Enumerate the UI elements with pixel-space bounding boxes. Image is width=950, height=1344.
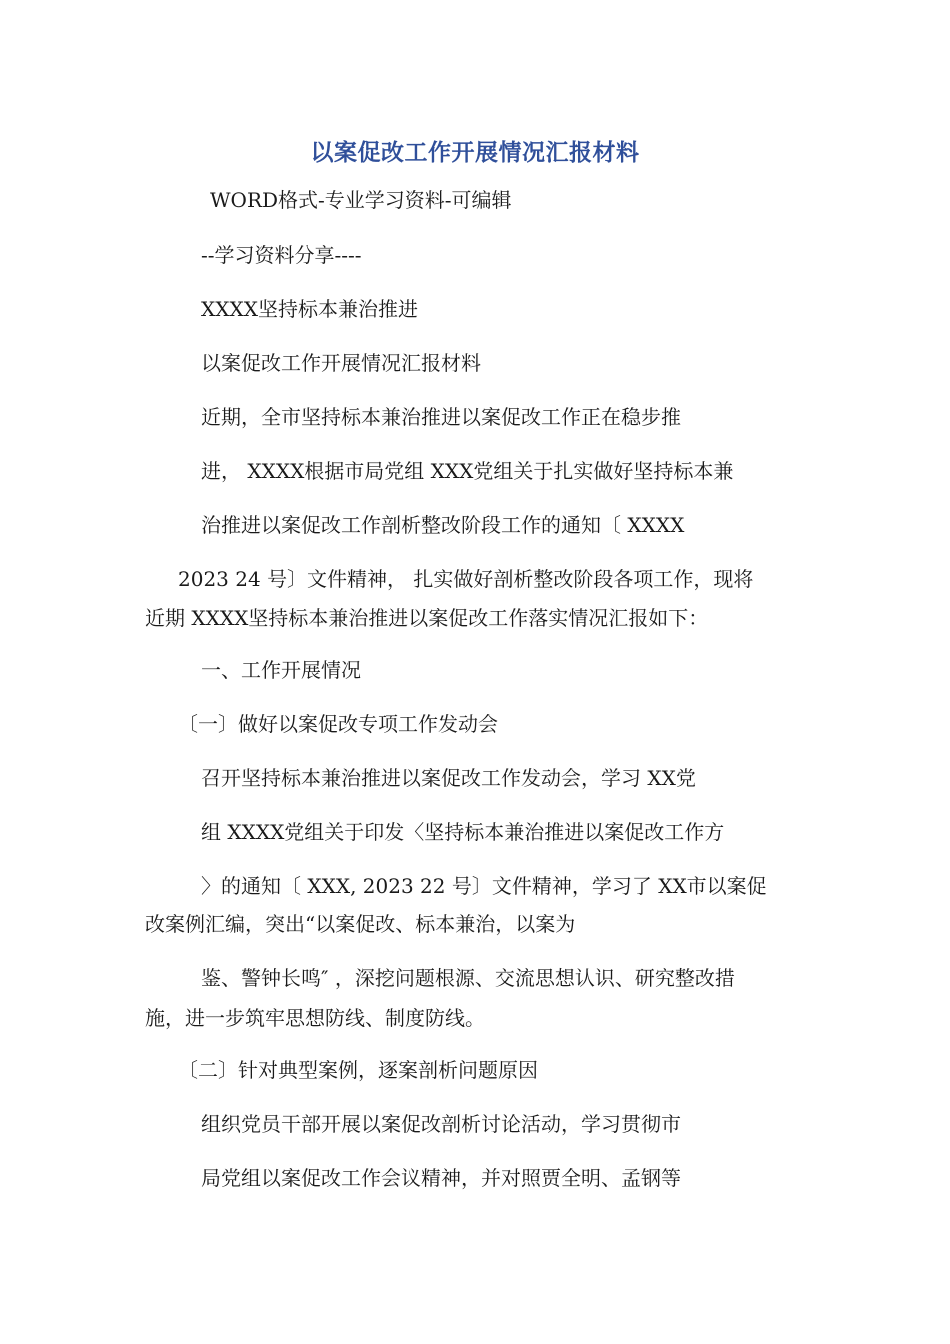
paragraph-line: 组织党员干部开展以案促改剖析讨论活动，学习贯彻市 [201, 1112, 681, 1136]
paragraph-line: 施，进一步筑牢思想防线、制度防线。 [145, 1006, 485, 1030]
paragraph-line: 近期 XXXX坚持标本兼治推进以案促改工作落实情况汇报如下： [145, 606, 709, 630]
paragraph-line: XXXX坚持标本兼治推进 [201, 297, 418, 321]
subsection-heading: 〔二〕针对典型案例，逐案剖析问题原因 [178, 1058, 538, 1082]
paragraph-line: 召开坚持标本兼治推进以案促改工作发动会，学习 XX党 [201, 766, 696, 790]
paragraph-line: 治推进以案促改工作剖析整改阶段工作的通知〔 XXXX [201, 513, 685, 537]
paragraph-line: 改案例汇编，突出“以案促改、标本兼治，以案为 [145, 912, 576, 936]
subheader-line: --学习资料分享---- [201, 243, 362, 267]
paragraph-line: 〉的通知〔 XXX, 2023 22 号〕文件精神，学习了 XX市以案促 [201, 874, 767, 898]
document-title: 以案促改工作开展情况汇报材料 [310, 140, 640, 166]
subsection-heading: 〔一〕做好以案促改专项工作发动会 [178, 712, 498, 736]
paragraph-line: 以案促改工作开展情况汇报材料 [201, 351, 481, 375]
paragraph-line: 组 XXXX党组关于印发〈坚持标本兼治推进以案促改工作方 [201, 820, 725, 844]
paragraph-line: 鉴、警钟长鸣″ ，深挖问题根源、交流思想认识、研究整改措 [201, 966, 735, 990]
paragraph-line: 近期，全市坚持标本兼治推进以案促改工作正在稳步推 [201, 405, 681, 429]
section-heading: 一、工作开展情况 [201, 658, 361, 682]
header-line: WORD格式-专业学习资料-可编辑 [210, 188, 512, 212]
paragraph-line: 进， XXXX根据市局党组 XXX党组关于扎实做好坚持标本兼 [201, 459, 734, 483]
paragraph-line: 局党组以案促改工作会议精神，并对照贾全明、孟钢等 [201, 1166, 681, 1190]
paragraph-line: 2023 24 号〕文件精神， 扎实做好剖析整改阶段各项工作，现将 [178, 567, 754, 591]
